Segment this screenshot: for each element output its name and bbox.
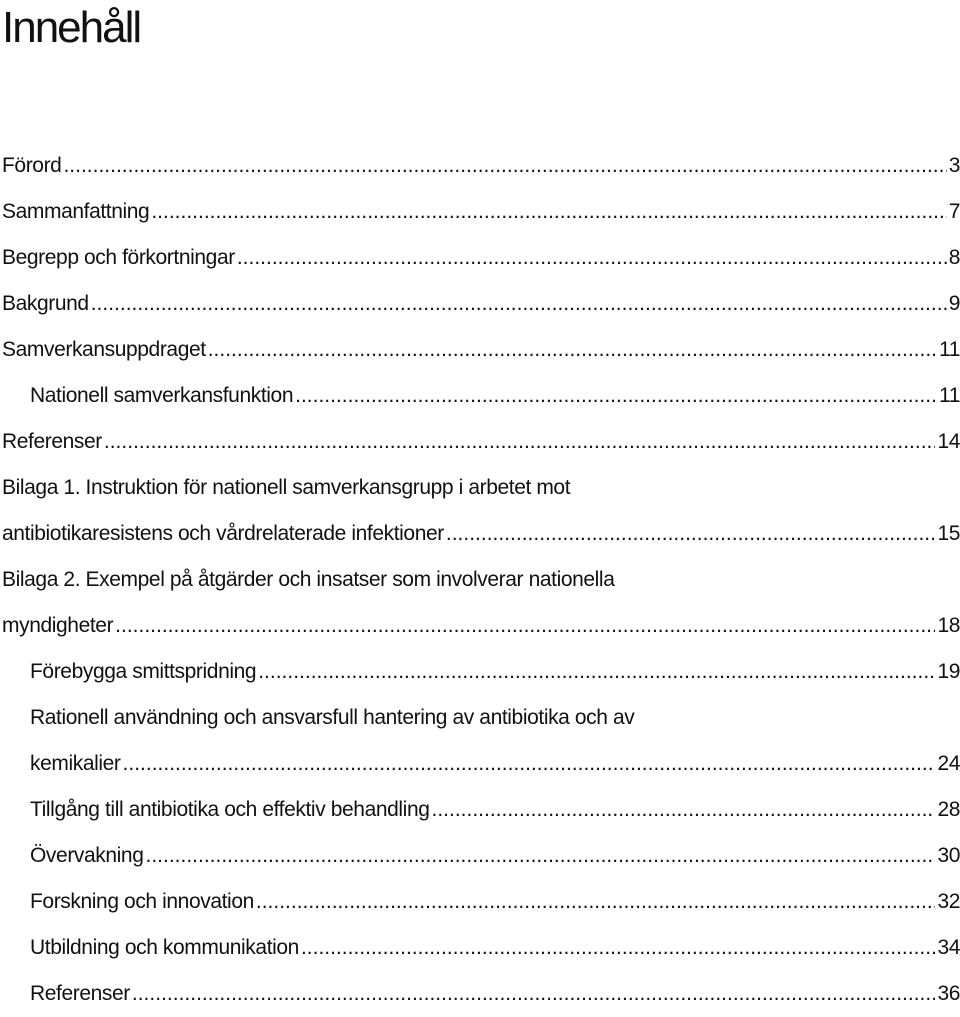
dot-leader <box>146 833 936 879</box>
toc-page-number: 3 <box>948 154 960 177</box>
toc-page-number: 34 <box>937 936 960 959</box>
toc-entry-title: Samverkansuppdraget <box>2 338 206 361</box>
toc-entry-title: Sammanfattning <box>2 200 150 223</box>
toc-page-number: 7 <box>948 200 960 223</box>
toc-entry-forebygga-smittspridning[interactable] <box>2 649 960 695</box>
toc-page-number: 19 <box>937 660 960 683</box>
dot-leader <box>237 235 947 281</box>
toc-entry-referenser[interactable] <box>2 419 960 465</box>
toc-entry-title: Referenser <box>2 430 102 453</box>
dot-leader <box>295 373 937 419</box>
table-of-contents <box>2 143 960 1017</box>
toc-page-number: 18 <box>937 614 960 637</box>
toc-page-number: 11 <box>939 338 960 361</box>
toc-entry-referenser-bilaga[interactable] <box>2 971 960 1017</box>
toc-entry-sammanfattning[interactable] <box>2 189 960 235</box>
toc-entry-bakgrund[interactable] <box>2 281 960 327</box>
dot-leader <box>115 603 935 649</box>
dot-leader <box>104 419 936 465</box>
toc-entry-rationell-anvandning[interactable] <box>2 695 960 787</box>
dot-leader <box>63 143 946 189</box>
toc-entry-title-line2: kemikalier <box>30 752 121 775</box>
toc-page-number: 14 <box>937 430 960 453</box>
toc-entry-samverkansuppdraget[interactable] <box>2 327 960 373</box>
toc-entry-tillgang-till-antibiotika[interactable] <box>2 787 960 833</box>
dot-leader <box>132 971 936 1017</box>
toc-entry-forskning-och-innovation[interactable] <box>2 879 960 925</box>
toc-entry-title-line2: antibiotikaresistens och vårdrelaterade infektioner <box>2 522 444 545</box>
dot-leader <box>432 787 936 833</box>
toc-entry-title-line1: Rationell användning och ansvarsfull hantering av antibiotika och av <box>30 706 635 729</box>
dot-leader <box>446 511 936 557</box>
toc-entry-forord[interactable] <box>2 143 960 189</box>
dot-leader <box>151 189 946 235</box>
page-title: Innehåll <box>2 3 141 52</box>
toc-entry-title: Forskning och innovation <box>30 890 254 913</box>
toc-entry-bilaga-1[interactable] <box>2 465 960 557</box>
toc-entry-title: Bakgrund <box>2 292 89 315</box>
toc-entry-bilaga-2[interactable] <box>2 557 960 649</box>
toc-entry-begrepp[interactable] <box>2 235 960 281</box>
toc-page-number: 9 <box>948 292 960 315</box>
toc-entry-title: Förebygga smittspridning <box>30 660 257 683</box>
toc-page-number: 30 <box>937 844 960 867</box>
toc-entry-title-line2: myndigheter <box>2 614 114 637</box>
toc-entry-title: Tillgång till antibiotika och effektiv behandling <box>30 798 430 821</box>
toc-entry-title: Begrepp och förkortningar <box>2 246 235 269</box>
toc-page-number: 8 <box>948 246 960 269</box>
dot-leader <box>91 281 947 327</box>
dot-leader <box>123 741 936 787</box>
dot-leader <box>256 879 936 925</box>
toc-entry-title: Övervakning <box>30 844 144 867</box>
toc-page-number: 15 <box>937 522 960 545</box>
toc-entry-title: Referenser <box>30 982 130 1005</box>
dot-leader <box>208 327 937 373</box>
toc-page-number: 32 <box>937 890 960 913</box>
toc-entry-nationell-samverkansfunktion[interactable] <box>2 373 960 419</box>
toc-entry-title-line1: Bilaga 2. Exempel på åtgärder och insatser som involverar nationella <box>2 568 615 591</box>
toc-entry-title: Nationell samverkansfunktion <box>30 384 294 407</box>
toc-page-number: 24 <box>937 752 960 775</box>
toc-entry-utbildning-och-kommunikation[interactable] <box>2 925 960 971</box>
toc-entry-title-line1: Bilaga 1. Instruktion för nationell samverkansgrupp i arbetet mot <box>2 476 571 499</box>
toc-entry-title: Utbildning och kommunikation <box>30 936 299 959</box>
toc-entry-title: Förord <box>2 154 62 177</box>
dot-leader <box>301 925 935 971</box>
dot-leader <box>258 649 935 695</box>
toc-page-number: 36 <box>937 982 960 1005</box>
toc-page-number: 11 <box>939 384 960 407</box>
toc-entry-overvakning[interactable] <box>2 833 960 879</box>
toc-page-number: 28 <box>937 798 960 821</box>
